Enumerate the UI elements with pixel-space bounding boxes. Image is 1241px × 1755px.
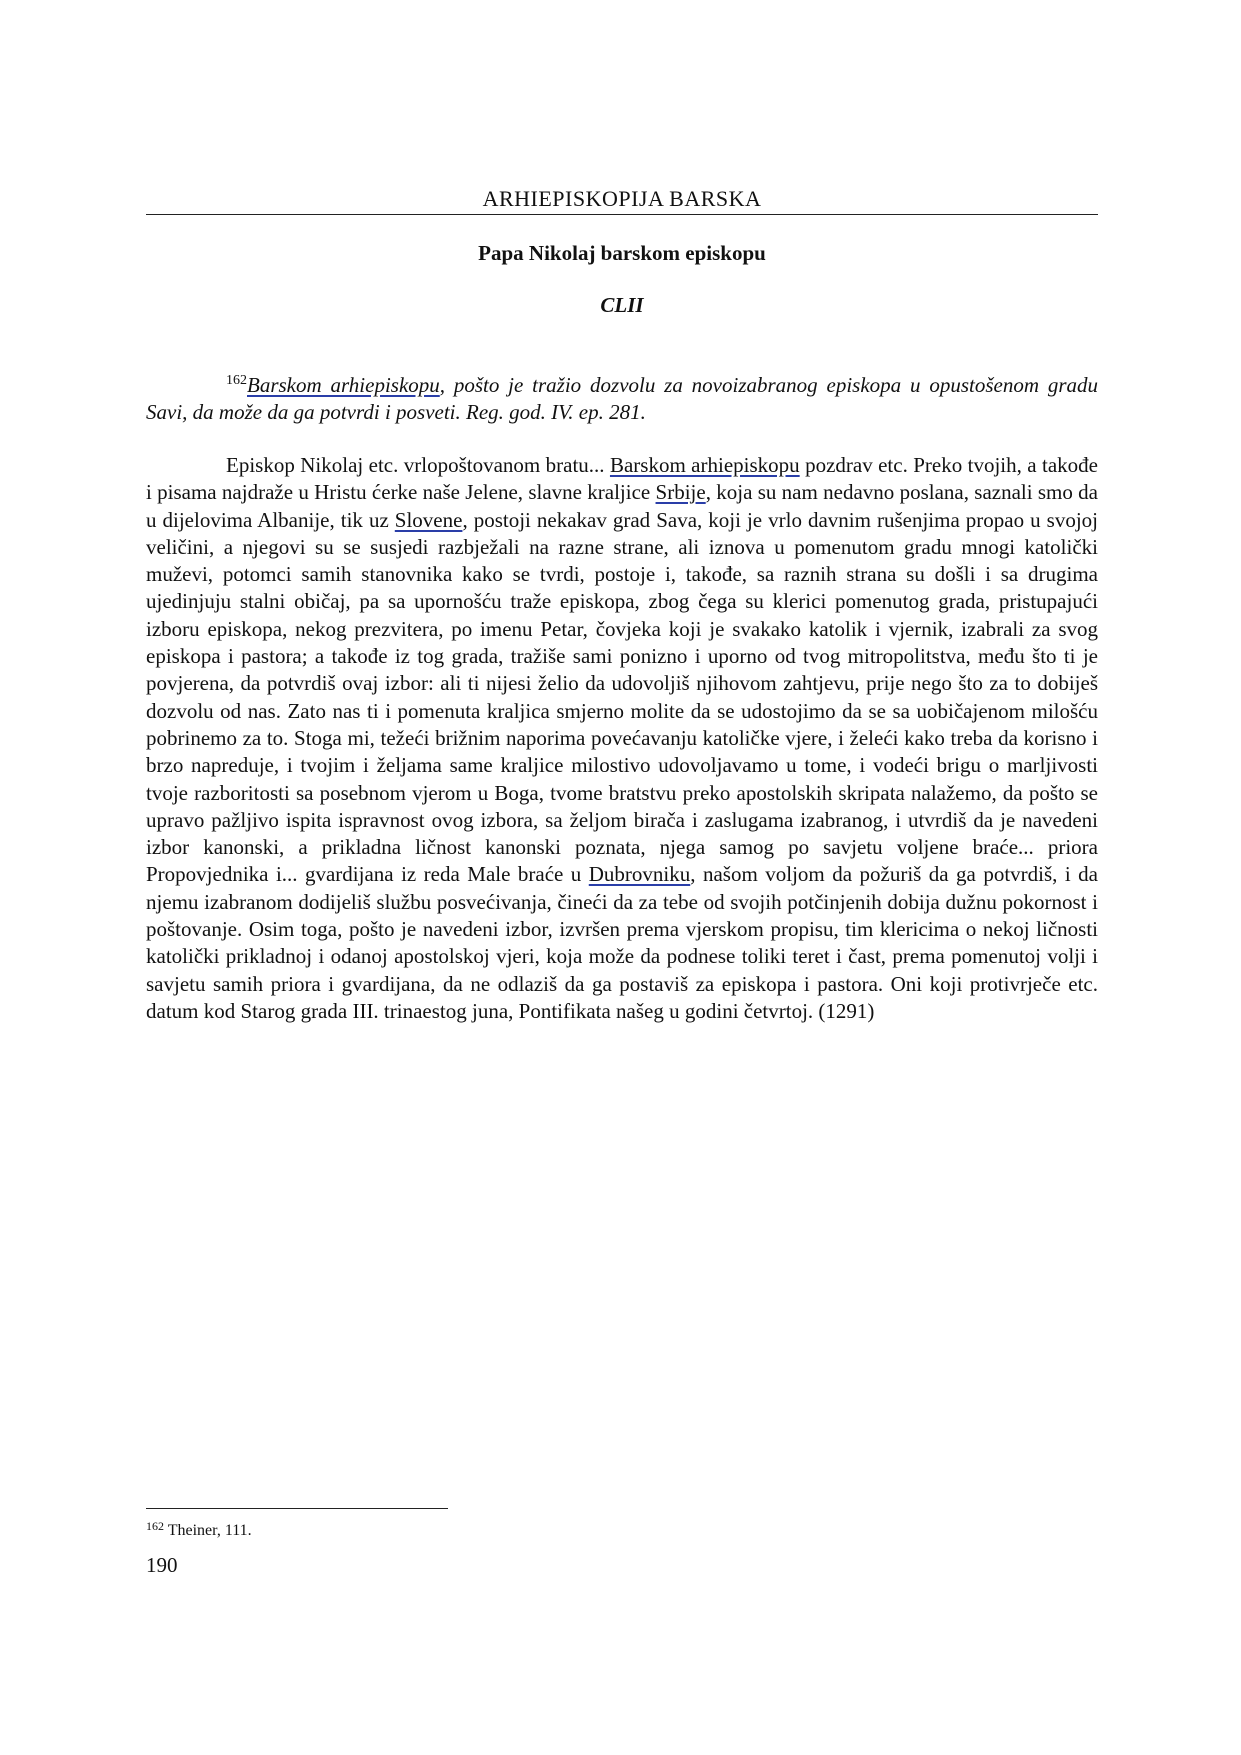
body-link-slovene[interactable]: Slovene xyxy=(394,507,463,532)
body-text-3: , koja su nam nedavno poslana, saznali smo da u dijelovima Albanije, tik uz xyxy=(146,480,1099,532)
body-link-srbije[interactable]: Srbije xyxy=(655,480,706,505)
summary-link-barskom-arhiepiskopu[interactable]: Barskom arhiepiskopu xyxy=(247,373,440,397)
running-head: ARHIEPISKOPIJA BARSKA xyxy=(482,186,762,211)
page-number: 190 xyxy=(146,1553,178,1577)
footnote-reference[interactable]: 162 xyxy=(226,373,247,388)
letter-body xyxy=(146,452,1098,1025)
footnote-number: 162 xyxy=(146,1519,164,1533)
body-text-1: Episkop Nikolaj etc. vrlopoštovanom bratu... xyxy=(226,453,610,477)
body-text-2: pozdrav etc. Preko tvojih, a takođe i pisama najdraže u Hristu ćerke naše Jelene, slavne kraljice xyxy=(146,453,1098,505)
body-link-dubrovniku[interactable]: Dubrovniku xyxy=(588,862,691,887)
footnote-text: Theiner, 111. xyxy=(164,1522,252,1539)
footnote xyxy=(146,1516,252,1541)
body-link-barskom-arhiepiskopu[interactable]: Barskom arhiepiskopu xyxy=(609,453,800,477)
document-number: CLII xyxy=(600,293,644,317)
header-rule xyxy=(146,214,1098,215)
body-text-5: , našom voljom da požuriš da ga potvrdiš, i da njemu izabranom dodijeliš službu posvećivanja, čineći da za tebe od svojih potčinjenih dobija dužnu pokornost i poštovanje. Osim toga, pošto je navedeni izbor, izvršen prema vjerskom propisu, tim klericima o nekoj ličnosti katolički prikladnoj i odanoj apostolskoj vjeri, koja može da podnese toliki teret i čast, prema pomenutoj volji i savjetu samih priora i gvardijana, da ne odlaziš da ga postaviš za episkopa i pastora. Oni koji protivrječe etc. datum kod Starog grada III. trinaestog juna, Pontifikata našeg u godini četvrtoj. (1291) xyxy=(146,862,1098,1023)
document-summary xyxy=(146,372,1098,426)
footnote-rule xyxy=(146,1508,448,1509)
summary-text: , pošto je tražio dozvolu za novoizabranog episkopa u opustošenom gradu Savi, da može da ga potvrdi i posveti. Reg. god. IV. ep. 281. xyxy=(146,373,1098,424)
document-title: Papa Nikolaj barskom episkopu xyxy=(478,241,766,265)
body-text-4: , postoji nekakav grad Sava, koji je vrlo davnim rušenjima propao u svojoj veličini, a njegovi su se susjedi razbježali na razne strane, ali iznova u pomenutom gradu mnogi katolički muževi, potomci samih stanovnika kako se tvrdi, postoje i, takođe, sa raznih strana su došli i sa drugima ujedinjuju stalni običaj, pa sa upornošću traže episkopa, zbog čega su klerici pomenutog grada, pristupajući izboru episkopa, nekog prezvitera, po imenu Petar, čovjeka koji je svakako katolik i vjernik, izabrali za svog episkopa i pastora; a takođe iz tog grada, tražiše sami ponizno i uporno od tvog mitropolitstva, među što ti je povjerena, da potvrdiš ovaj izbor: ali ti nijesi želio da udovoljiš njihovom zahtjevu, prije nego što za to dobiješ dozvolu od nas. Zato nas ti i pomenuta kraljica smjerno molite da se udostojimo da se sa uobičajenom milošću pobrinemo za to. Stoga mi, težeći brižnim naporima povećavanju katoličke vjere, i želeći kako treba da korisno i brzo napreduje, i tvojim i željama same kraljice milostivo udovoljavamo u tome, i vodeći brigu o marljivosti tvoje razboritosti sa posebnom vjerom u Boga, tvome bratstvu preko apostolskih skripata nalažemo, da pošto se upravo pažljivo ispita ispravnost ovog izbora, sa željom birača i zaslugama izabranog, i utvrdiš da je navedeni izbor kanonski, a prikladna ličnost kanonski poznata, njega samog po savjetu voljene braće... priora Propovjednika i... gvardijana iz reda Male braće u xyxy=(146,507,1098,887)
